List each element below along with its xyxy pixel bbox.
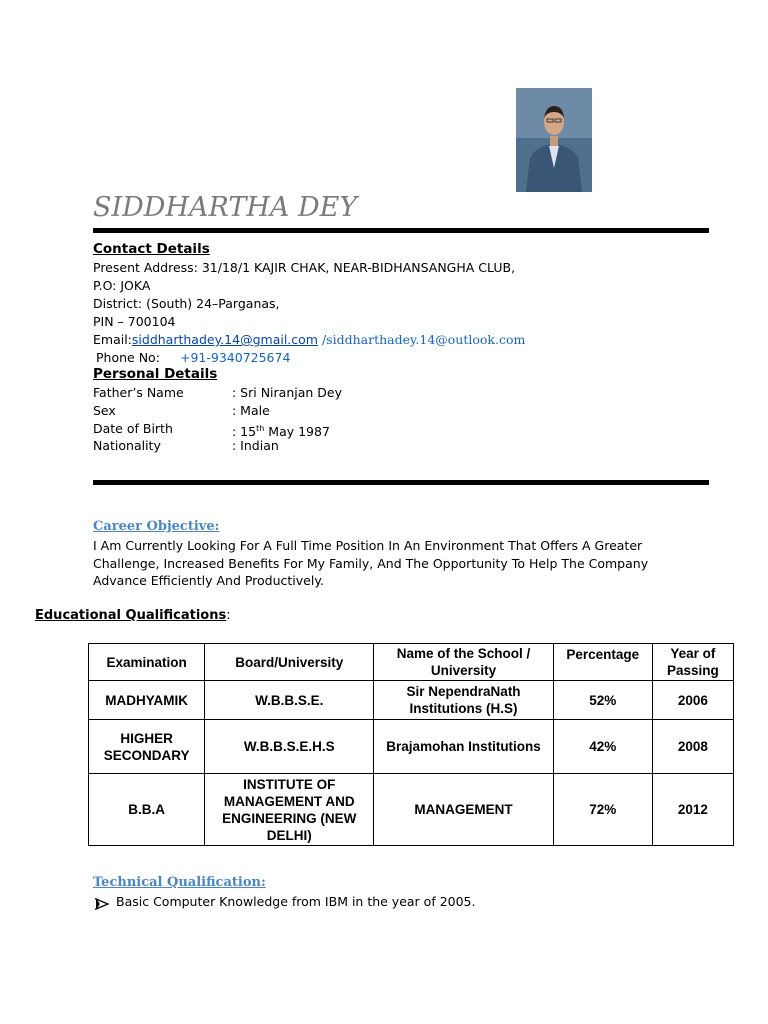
cell-year: 2008 bbox=[652, 720, 733, 774]
candidate-name: SIDDHARTHA DEY bbox=[93, 192, 358, 223]
header-board: Board/University bbox=[205, 644, 374, 681]
person-photo-icon bbox=[516, 88, 592, 192]
table-row bbox=[89, 720, 734, 774]
personal-label-dob: Date of Birth bbox=[93, 421, 173, 436]
education-title-colon: : bbox=[226, 608, 231, 623]
cell-board: INSTITUTE OF MANAGEMENT AND ENGINEERING (NEW DELHI) bbox=[205, 774, 374, 846]
arrow-bullet-icon bbox=[95, 895, 109, 907]
dob-day: : 15 bbox=[232, 424, 257, 440]
cell-year: 2012 bbox=[652, 774, 733, 846]
address-line2: P.O: JOKA bbox=[93, 278, 151, 293]
cell-school: Sir NependraNath Institutions (H.S) bbox=[374, 681, 553, 720]
email-secondary-link[interactable]: siddharthadey.14@outlook.com bbox=[326, 332, 526, 347]
email-primary-link[interactable]: siddharthadey.14@gmail.com bbox=[131, 332, 318, 347]
personal-title: Personal Details bbox=[93, 366, 218, 382]
table-row bbox=[89, 681, 734, 720]
education-title: Educational Qualifications bbox=[35, 608, 227, 623]
personal-label-nationality: Nationality bbox=[93, 438, 161, 453]
cell-percentage: 52% bbox=[553, 681, 652, 720]
personal-value-nationality: : Indian bbox=[232, 438, 279, 453]
technical-item: Basic Computer Knowledge from IBM in the year of 2005. bbox=[116, 894, 476, 909]
header-year: Year of Passing bbox=[652, 644, 733, 681]
education-table bbox=[88, 643, 734, 846]
personal-label-sex: Sex bbox=[93, 403, 116, 418]
email-row bbox=[93, 331, 525, 349]
dob-rest: May 1987 bbox=[264, 424, 330, 440]
career-line3: Advance Efficiently And Productively. bbox=[93, 573, 324, 588]
personal-label-father: Father’s Name bbox=[93, 385, 184, 400]
cell-exam: B.B.A bbox=[89, 774, 205, 846]
personal-value-sex: : Male bbox=[232, 403, 270, 418]
divider-middle bbox=[93, 480, 709, 485]
technical-title: Technical Qualification: bbox=[93, 875, 266, 890]
contact-title: Contact Details bbox=[93, 241, 210, 257]
cell-board: W.B.B.S.E.H.S bbox=[205, 720, 374, 774]
table-row bbox=[89, 774, 734, 846]
header-examination: Examination bbox=[89, 644, 205, 681]
education-title-row bbox=[35, 607, 231, 625]
personal-value-father: : Sri Niranjan Dey bbox=[232, 385, 342, 400]
header-school: Name of the School / University bbox=[374, 644, 553, 681]
header-percentage: Percentage bbox=[553, 644, 652, 681]
dob-suffix: th bbox=[256, 424, 265, 433]
cell-exam: HIGHER SECONDARY bbox=[89, 720, 205, 774]
table-header-row bbox=[89, 644, 734, 681]
career-line2: Challenge, Increased Benefits For My Family, And The Opportunity To Help The Company bbox=[93, 556, 649, 571]
cell-school: MANAGEMENT bbox=[374, 774, 553, 846]
profile-photo bbox=[516, 88, 592, 192]
address-line1: Present Address: 31/18/1 KAJIR CHAK, NEAR-BIDHANSANGHA CLUB, bbox=[93, 260, 516, 275]
phone-number[interactable]: +91-9340725674 bbox=[180, 350, 291, 365]
cell-board: W.B.B.S.E. bbox=[205, 681, 374, 720]
email-label: Email: bbox=[93, 332, 132, 347]
divider-top bbox=[93, 228, 709, 233]
pin: PIN – 700104 bbox=[93, 314, 176, 329]
cell-percentage: 42% bbox=[553, 720, 652, 774]
career-line1: I Am Currently Looking For A Full Time Position In An Environment That Offers A Greater bbox=[93, 538, 643, 553]
career-title: Career Objective: bbox=[93, 519, 220, 534]
cell-percentage: 72% bbox=[553, 774, 652, 846]
district: District: (South) 24–Parganas, bbox=[93, 296, 280, 311]
cell-exam: MADHYAMIK bbox=[89, 681, 205, 720]
cell-year: 2006 bbox=[652, 681, 733, 720]
phone-label: Phone No: bbox=[96, 350, 160, 365]
cell-school: Brajamohan Institutions bbox=[374, 720, 553, 774]
email-separator: / bbox=[317, 332, 327, 347]
